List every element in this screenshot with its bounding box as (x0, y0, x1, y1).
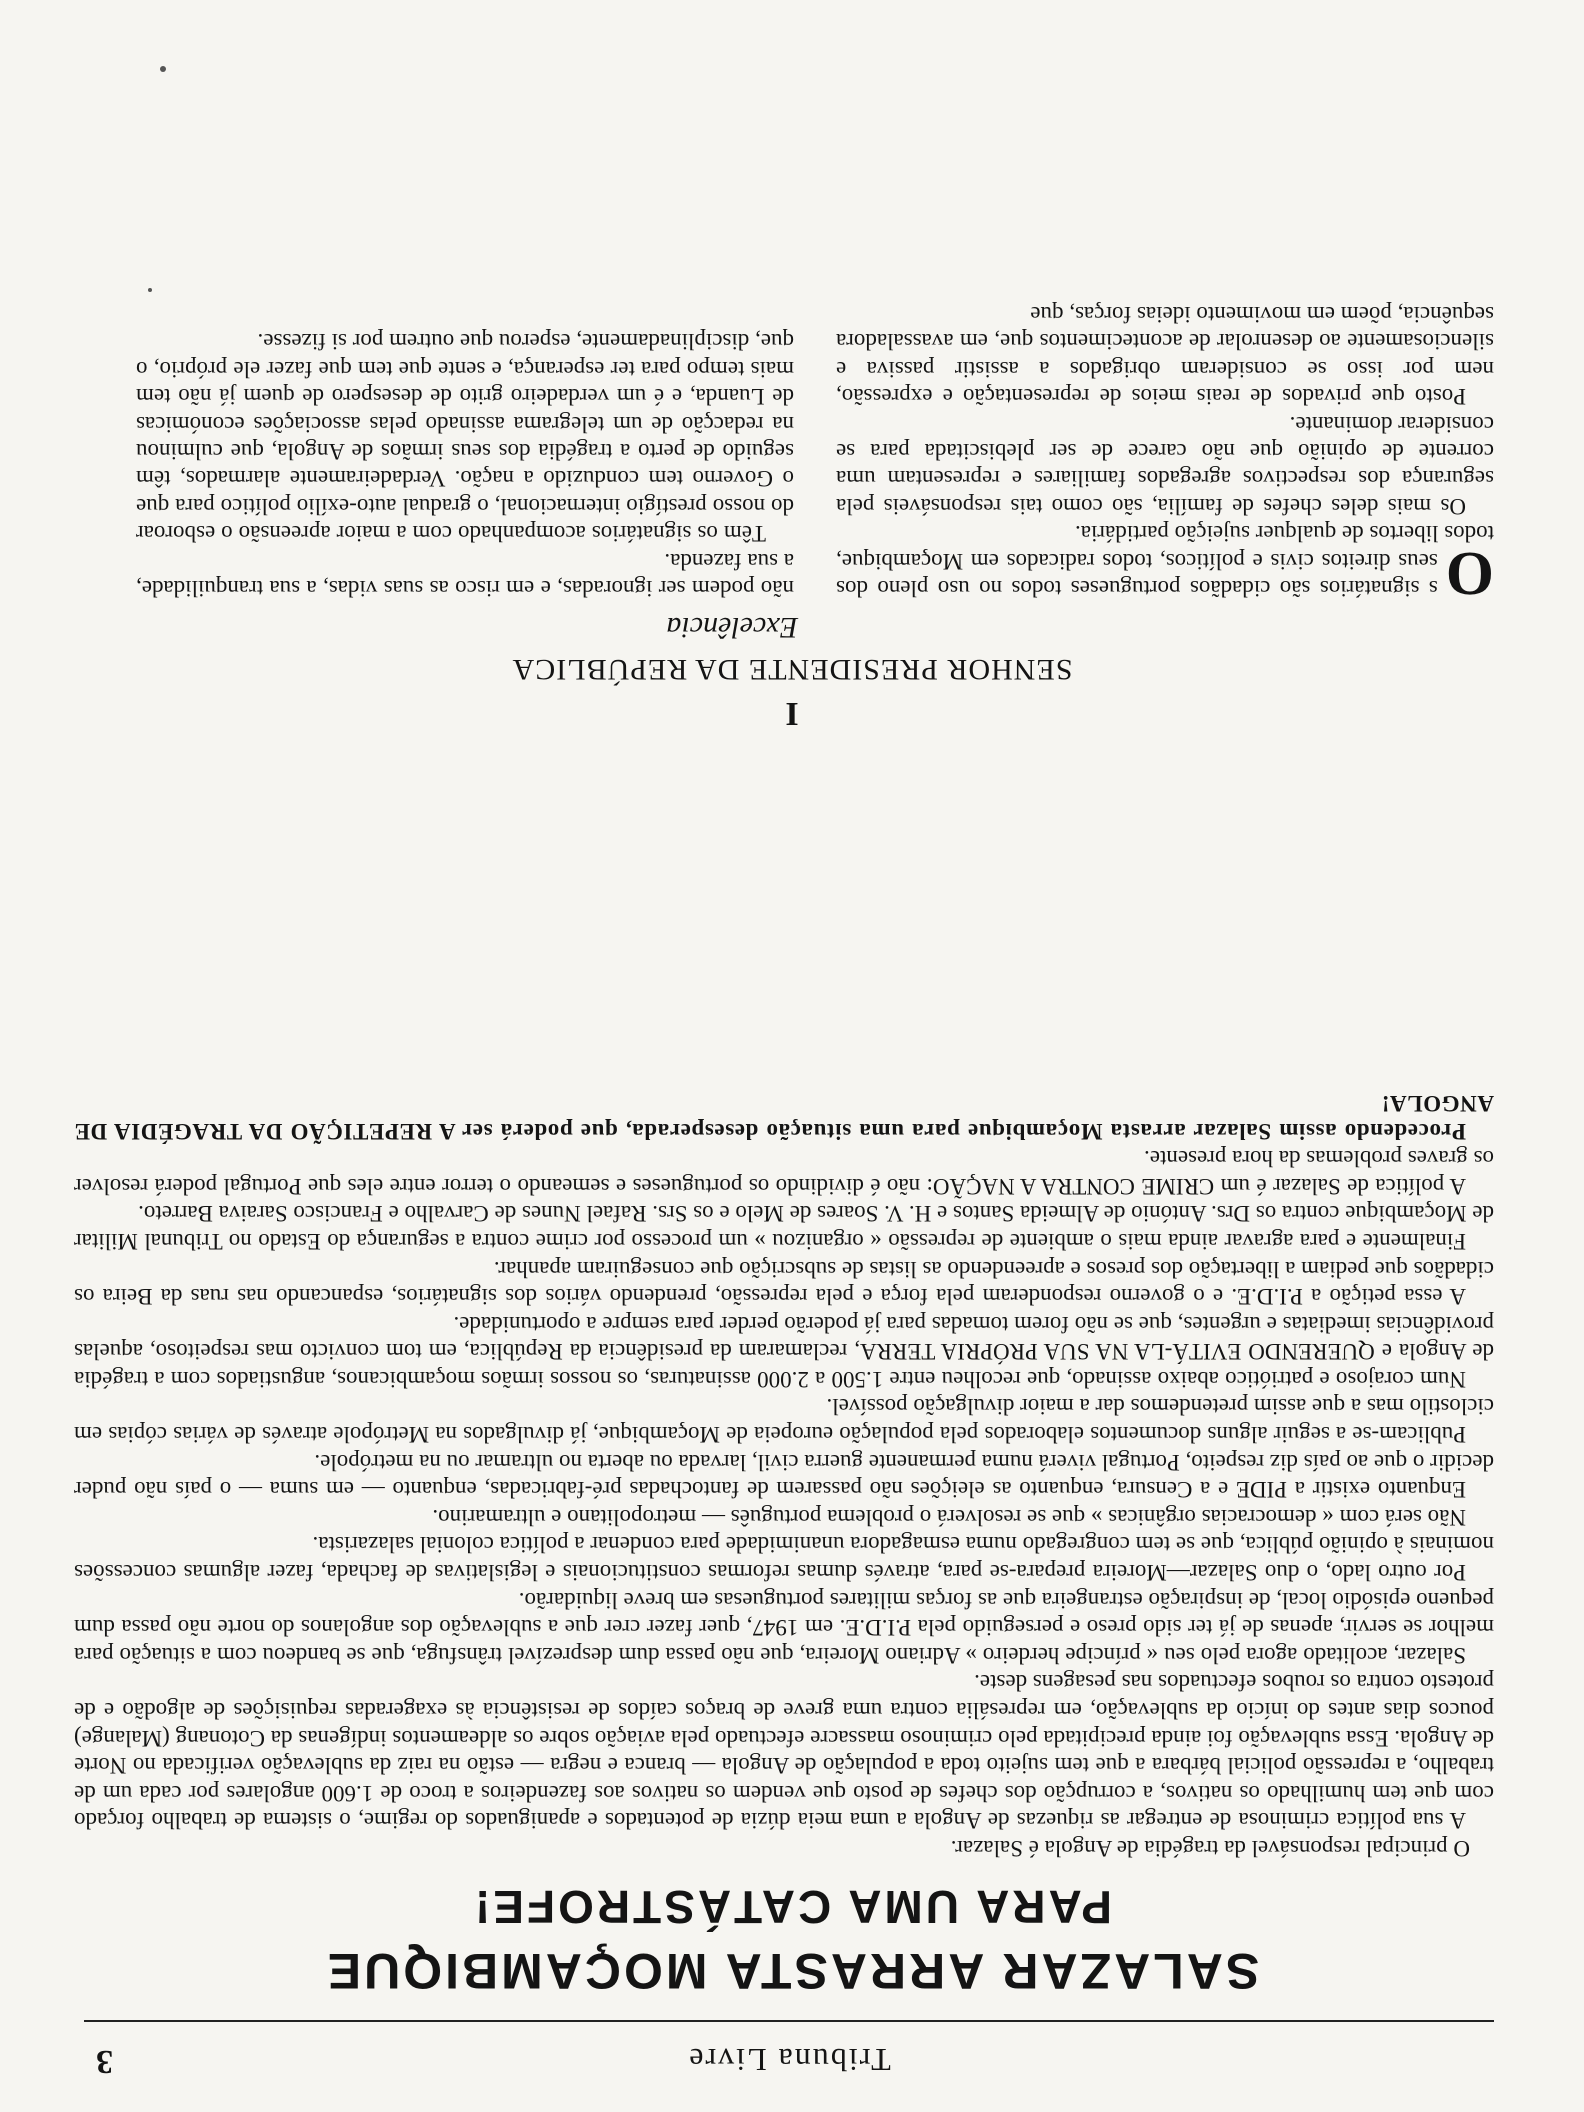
letter-paragraph: Posto que privados de reais meios de representação e expressão, nem por isso se consideram obrigados a assistir passiva e silenciosamente ao desenrolar de acontecimentos que, em avassaladora sequência, põem em movimento ideias forças, que (836, 301, 1494, 410)
letter-paragraph (836, 520, 1494, 607)
letter-paragraph: Têm os signatários acompanhado com a maior apreensão o esboroar do nosso prestígio internacional, o gradual auto-exílio político para que o Governo tem conduzido a nação. Verdadeiramente alarmados, têm seguido de perto a tragédia dos seus irmãos de Angola, que culminou na redacção de um telegrama assinado pelas associações económicas de Luanda, e é um verdadeiro grito de desespero de quem já não tem mais tempo para ter esperança, e sente que tem que fazer ele próprio, o que, disciplinadamente, esperou que outrem por si fizesse. (136, 329, 794, 547)
print-speck (148, 288, 152, 292)
article-paragraph: Num corajoso e patriótico abaixo assinado, que recolheu entre 1.500 a 2.000 assinaturas, os nossos irmãos moçambicanos, angustiados com a tragédia de Angola e QUERENDO EVITÁ-LA NA SUA PRÓPRIA TERRA, reclamaram da presidência da República, em tom convicto mas respeitoso, aquelas providências imediatas e urgentes, que se não forem tomadas para já poderão perder para sempre a oportunidade. (74, 1311, 1494, 1392)
print-speck (160, 66, 166, 72)
letter-paragraph: Os mais deles chefes de família, são como tais responsáveis pela segurança dos respectivos agregados familiares e representam uma corrente de opinião que não carece de ser plebiscitada para se considerar dominante. (836, 411, 1494, 519)
article-paragraph: O principal responsável da tragédia de Angola é Salazar. (950, 1836, 1470, 1861)
section-number: I (785, 695, 799, 732)
article-paragraph: Por outro lado, o duo Salazar—Moreira prepara-se para, através dumas reformas constitucionais e legislativas de fachada, fazer algumas concessões nominais à opinião pública, que se tem congregado numa esmagadora unanimidade para condenar a política colonial salazarista. (74, 1532, 1494, 1586)
drop-cap: O (1445, 539, 1494, 607)
article-body (74, 1089, 1494, 1862)
article-paragraph: Enquanto existir a PIDE e a Censura, enquanto as eleições não passarem de fantochadas pré-fabricadas, enquanto — em suma — o país não puder decidir o que ao país diz respeito, Portugal viverá numa permanente guerra civil, larvada ou aberta no ultramar ou na metrópole. (74, 1449, 1494, 1503)
masthead (84, 2034, 1494, 2094)
page-number: 3 (96, 2043, 113, 2080)
article-paragraph: Publicam-se a seguir alguns documentos elaborados pela população europeia de Moçambique, já divulgados na Metrópole através de várias cópias em ciclostilo mas a que assim pretendemos dar a maior divulgação possível. (74, 1394, 1494, 1448)
article-paragraph: A sua política criminosa de entregar as riquezas de Angola a uma meia dúzia de potentados e apaniguados do regime, o sistema de trabalho forçado com que tem humilhado os nativos, a corrupção dos chefes de posto que vendem os nativos aos fazendeiros a troco de 1.600 angolares por cada um de trabalho, a repressão policial bárbara a que tem sujeito toda a população de Angola — branca e negra — estão na raiz da sublevação verificada no Norte de Angola. Essa sublevação foi ainda precipitada pelo criminoso massacre efectuado pela aviação sobre os aldeamentos indígenas da Cotonang (Malange) poucos dias antes do início da sublevação, em represália contra uma greve de braços caídos de resistência às exageradas requisições de algodão e de protesto contra os roubos efectuados nas pesagens deste. (74, 1670, 1494, 1834)
article-closing-paragraph: Procedendo assim Salazar arrasta Moçambique para uma situação desesperada, que poderá ser A REPETIÇÃO DA TRAGÉDIA DE ANGOLA! (74, 1090, 1494, 1144)
article-paragraph: A essa petição a P.I.D.E. e o governo responderam pela força e pela repressão, prendendo vários dos signatários, espancando nas ruas da Beira os cidadãos que pediam a libertação dos presos e apreendendo as listas de subscrição que conseguiram apanhar. (74, 1256, 1494, 1310)
article-paragraph: Não será com « democracias orgânicas » que se resolverá o problema português — metropolitano e ultramarino. (432, 1504, 1466, 1530)
letter-column-left (836, 301, 1494, 607)
headline-line-1: SALAZAR ARRASTA MOÇAMBIQUE (324, 1943, 1260, 1999)
article-paragraph: A política de Salazar é um CRIME CONTRA A NAÇÃO: não é dividindo os portugueses e semeando o terror entre eles que Portugal poderá resolver os graves problemas da hora presente. (74, 1146, 1494, 1199)
letter-paragraph: não podem ser ignoradas, e em risco as suas vidas, a sua tranquilidade, a sua fazenda. (136, 548, 794, 601)
masthead-divider (84, 2020, 1494, 2022)
article-paragraph: Finalmente e para agravar ainda mais o ambiente de repressão « organizou » um processo por crime contra a segurança do Estado no Tribunal Militar de Moçambique contra os Drs. António de Almeida Santos e H. V. Soares de Melo e os Srs. Rafael Nunes de Carvalho e Francisco Saraiva Barreto. (74, 1201, 1494, 1254)
headline-line-2: PARA UMA CATÁSTROFE! (471, 1881, 1113, 1933)
letter-heading: SENHOR PRESIDENTE DA REPÚBLICA (511, 653, 1073, 686)
letter-paragraph-text: s signatários são cidadãos portugueses todos no uso pleno dos seus direitos civis e políticos, todos radicados em Moçambique, todos libertos de qualquer sujeição partidária. (836, 521, 1494, 601)
letter-salutation: Excelência (666, 611, 798, 644)
article-paragraph: Salazar, acolitado agora pelo seu « príncipe herdeiro » Adriano Moreira, que não passa dum desprezível trânsfuga, que se bandeou com a situação para melhor se servir, apenas de já ter sido preso e perseguido pela P.I.D.E. em 1947, quer fazer crer que a sublevação dos angolanos do norte não passa dum pequeno episódio local, de inspiração estrangeira que as forças militares portuguesas em breve liquidarão. (74, 1587, 1494, 1668)
newspaper-title: Tribuna Livre (687, 2042, 891, 2078)
letter-column-right (136, 328, 794, 602)
